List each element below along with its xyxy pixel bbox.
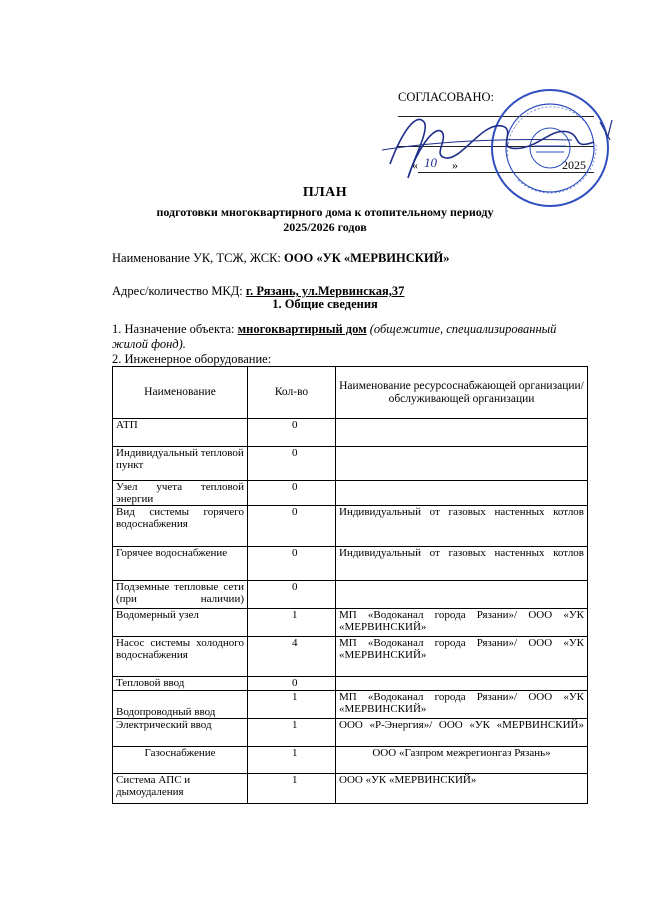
row-qty: 1 (248, 609, 336, 637)
address-value: г. Рязань, ул.Мервинская,37 (245, 284, 405, 298)
row-qty: 0 (248, 447, 336, 481)
row-qty: 0 (248, 419, 336, 447)
row-org: Индивидуальный от газовых настенных котлов (336, 506, 588, 547)
table-row (113, 481, 588, 506)
row-name: Тепловой ввод (113, 677, 248, 691)
table-row (113, 637, 588, 677)
table-row (113, 419, 588, 447)
row-qty: 0 (248, 547, 336, 581)
org-label: Наименование УК, ТСЖ, ЖСК: (112, 251, 281, 265)
row-qty: 1 (248, 691, 336, 719)
row-org: ООО «УК «МЕРВИНСКИЙ» (336, 774, 588, 804)
purpose-line (112, 322, 590, 352)
purpose-note: (общежитие, специализированный жилой фонд). (112, 322, 557, 351)
row-qty: 1 (248, 747, 336, 774)
table-row (113, 677, 588, 691)
row-name: Водомерный узел (113, 609, 248, 637)
header-name: Наименование (113, 367, 248, 419)
document-subtitle: подготовки многоквартирного дома к отопительному периоду (156, 205, 494, 219)
row-qty: 0 (248, 481, 336, 506)
equipment-label: 2. Инженерное оборудование: (112, 352, 272, 366)
handwritten-signature-icon (372, 92, 622, 192)
table-row (113, 506, 588, 547)
org-line (112, 251, 450, 266)
table-row (113, 447, 588, 481)
section-heading: 1. Общие сведения (272, 297, 378, 311)
document-period: 2025/2026 годов (283, 220, 367, 234)
row-org: Индивидуальный от газовых настенных котлов (336, 547, 588, 581)
row-name: АТП (113, 419, 248, 447)
row-org (336, 481, 588, 506)
purpose-label: 1. Назначение объекта: (112, 322, 235, 336)
address-label: Адрес/количество МКД: (112, 284, 243, 298)
row-name: Газоснабжение (113, 747, 248, 774)
row-name: Вид системы горячего водоснабжения (113, 506, 248, 547)
purpose-value: многоквартирный дом (237, 322, 367, 336)
approval-date-quote-open: « (412, 158, 418, 172)
row-qty: 1 (248, 719, 336, 747)
row-org: ООО «Р-Энергия»/ ООО «УК «МЕРВИНСКИЙ» (336, 719, 588, 747)
row-name: Электрический ввод (113, 719, 248, 747)
row-org: МП «Водоканал города Рязани»/ ООО «УК «МЕРВИНСКИЙ» (336, 637, 588, 677)
row-name: Система АПС и дымоудаления (113, 774, 248, 804)
org-value: ООО «УК «МЕРВИНСКИЙ» (284, 251, 450, 265)
row-org: МП «Водоканал города Рязани»/ ООО «УК «МЕРВИНСКИЙ» (336, 691, 588, 719)
row-qty: 0 (248, 506, 336, 547)
row-org (336, 581, 588, 609)
header-qty: Кол-во (248, 367, 336, 419)
approval-label: СОГЛАСОВАНО: (398, 90, 495, 104)
approval-date-year: 2025 (562, 158, 586, 172)
row-org (336, 447, 588, 481)
header-org: Наименование ресурсоснабжающей организации/обслуживающей организации (336, 367, 588, 419)
row-org: МП «Водоканал города Рязани»/ ООО «УК «МЕРВИНСКИЙ» (336, 609, 588, 637)
row-name: Насос системы холодного водоснабжения (113, 637, 248, 677)
table-row (113, 691, 588, 719)
row-qty: 0 (248, 581, 336, 609)
approval-date-day: 10 (424, 155, 437, 170)
table-row (113, 609, 588, 637)
table-row (113, 547, 588, 581)
row-name: Водопроводный ввод (113, 691, 248, 719)
table-row (113, 747, 588, 774)
table-row (113, 774, 588, 804)
equipment-table (112, 366, 588, 804)
row-qty: 4 (248, 637, 336, 677)
table-row (113, 581, 588, 609)
row-org: ООО «Газпром межрегионгаз Рязань» (336, 747, 588, 774)
table-row (113, 719, 588, 747)
row-org (336, 419, 588, 447)
row-name: Горячее водоснабжение (113, 547, 248, 581)
row-qty: 1 (248, 774, 336, 804)
table-header-row (113, 367, 588, 419)
row-org (336, 677, 588, 691)
row-name: Индивидуальный тепловой пункт (113, 447, 248, 481)
approval-date-quote-close: » (452, 158, 458, 172)
row-name: Подземные тепловые сети (при наличии) (113, 581, 248, 609)
row-qty: 0 (248, 677, 336, 691)
row-name: Узел учета тепловой энергии (113, 481, 248, 506)
document-title: ПЛАН (302, 185, 348, 200)
